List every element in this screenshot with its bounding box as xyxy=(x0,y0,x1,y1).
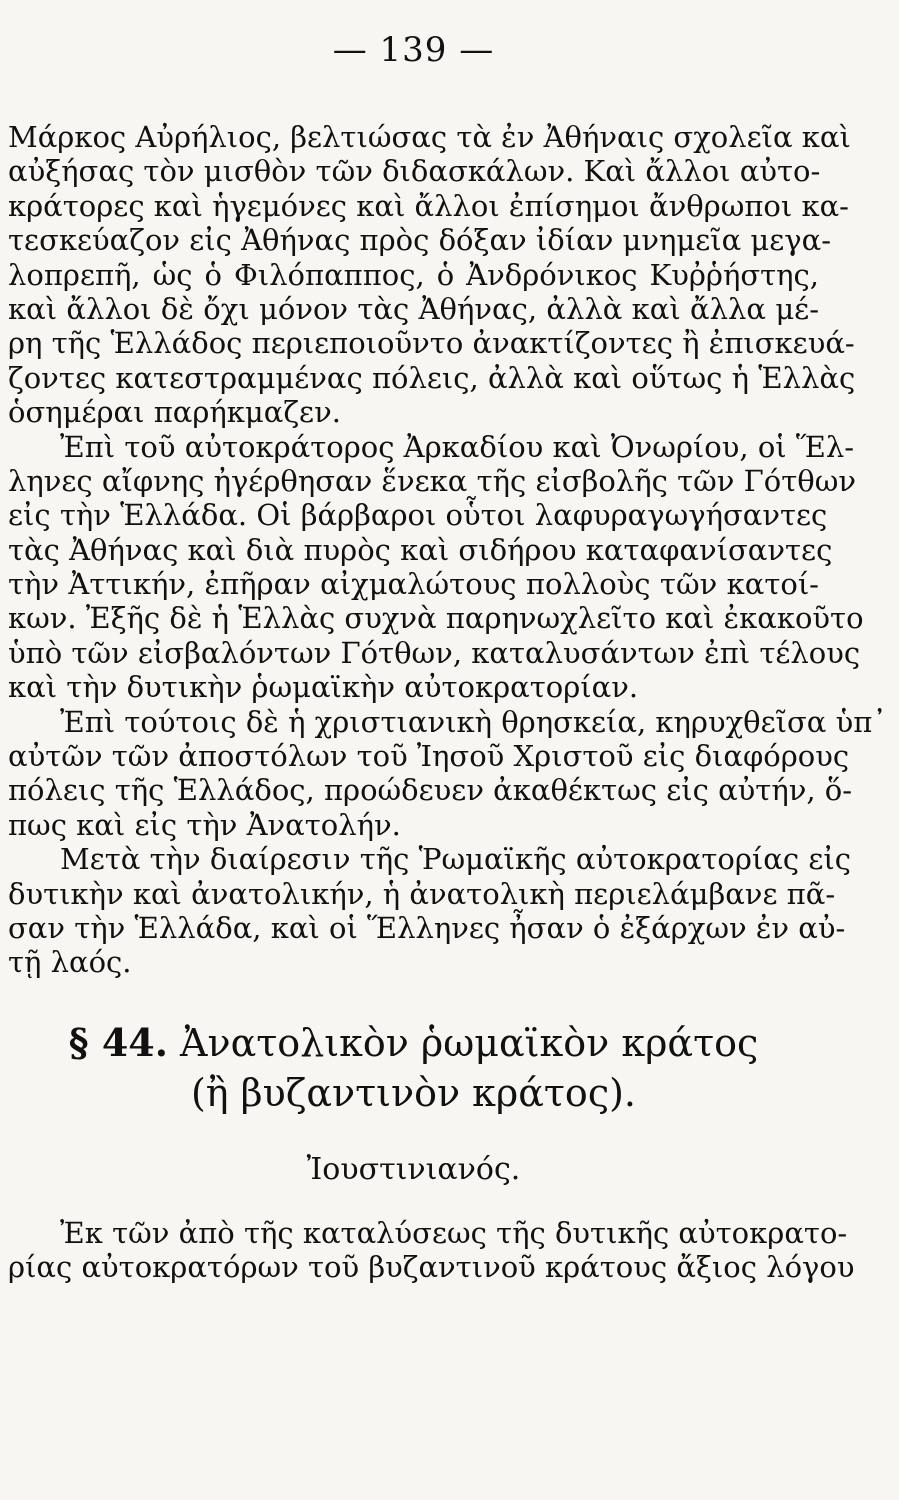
paragraph-marcus-aurelius xyxy=(8,120,856,430)
body-text xyxy=(8,120,887,980)
text-line: Ἐπὶ τοῦ αὐτοκράτορος Ἀρκαδίου καὶ Ὀνωρίου, οἱ Ἕλ- xyxy=(60,429,855,464)
page-number: — 139 — xyxy=(332,30,495,70)
text-line: Ἐπὶ τούτοις δὲ ἡ χριστιανικὴ θρησκεία, κηρυχθεῖσα ὑπ᾽ xyxy=(60,704,887,739)
text-line: ρη τῆς Ἑλλάδος περιεποιοῦντο ἀνακτίζοντες ἢ ἐπισκευά- xyxy=(8,326,855,361)
section-heading xyxy=(8,1018,819,1118)
section-title: Ἀνατολικὸν ῥωμαϊκὸν κράτος xyxy=(180,1020,759,1065)
text-line: ὁσημέραι παρήκμαζεν. xyxy=(8,395,341,430)
text-line: ὑπὸ τῶν εἰσβαλόντων Γότθων, καταλυσάντων ἐπὶ τέλους xyxy=(8,635,861,670)
text-line: κράτορες καὶ ἡγεμόνες καὶ ἄλλοι ἐπίσημοι ἄνθρωποι κα- xyxy=(8,188,849,223)
text-line: Ἐκ τῶν ἀπὸ τῆς καταλύσεως τῆς δυτικῆς αὐτοκρατο- xyxy=(60,1215,848,1250)
text-line: Μετὰ τὴν διαίρεσιν τῆς Ῥωμαϊκῆς αὐτοκρατορίας εἰς xyxy=(60,842,851,877)
text-line: αὐτῶν τῶν ἀποστόλων τοῦ Ἰησοῦ Χριστοῦ εἰς διαφόρους xyxy=(8,739,850,774)
text-line: κων. Ἐξῆς δὲ ἡ Ἑλλὰς συχνὰ παρηνωχλεῖτο καὶ ἐκακοῦτο xyxy=(8,601,864,636)
paragraph-goths xyxy=(8,429,864,705)
text-line: πως καὶ εἰς τὴν Ἀνατολήν. xyxy=(8,807,401,842)
text-line: σαν τὴν Ἑλλάδα, καὶ οἱ Ἕλληνες ἦσαν ὁ ἐξάρχων ἐν αὐ- xyxy=(8,910,846,945)
text-line: τῇ λαός. xyxy=(8,945,132,980)
text-line: Μάρκος Αὐρήλιος, βελτιώσας τὰ ἐν Ἀθήναις σχολεῖα καὶ xyxy=(8,120,851,154)
text-line: τὰς Ἀθήνας καὶ διὰ πυρὸς καὶ σιδήρου καταφανίσαντες xyxy=(8,532,833,567)
text-line: λοπρεπῆ, ὡς ὁ Φιλόπαππος, ὁ Ἀνδρόνικος Κυῤῥήστης, xyxy=(8,257,819,292)
text-line: δυτικὴν καὶ ἀνατολικήν, ἡ ἀνατολικὴ περιελάμβανε πᾶ- xyxy=(8,876,836,911)
paragraph-closing xyxy=(8,1215,855,1285)
text-line: πόλεις τῆς Ἑλλάδος, προώδευεν ἀκαθέκτως εἰς αὐτήν, ὅ- xyxy=(8,773,853,808)
paragraph-division xyxy=(8,842,851,980)
text-line: ρίας αὐτοκρατόρων τοῦ βυζαντινοῦ κράτους ἄξιος λόγου xyxy=(8,1250,855,1285)
text-line: αὐξήσας τὸν μισθὸν τῶν διδασκάλων. Καὶ ἄλλοι αὐτο- xyxy=(8,154,821,189)
paragraph-christianity xyxy=(8,704,887,843)
text-line: καὶ τὴν δυτικὴν ῥωμαϊκὴν αὐτοκρατορίαν. xyxy=(8,670,639,705)
text-line: τὴν Ἀττικήν, ἐπῆραν αἰχμαλώτους πολλοὺς τῶν κατοί- xyxy=(8,567,819,602)
subheading-justinian: Ἰουστινιανός. xyxy=(306,1151,521,1187)
text-line: ληνες αἴφνης ἠγέρθησαν ἕνεκα τῆς εἰσβολῆς τῶν Γότθων xyxy=(8,463,856,498)
text-line: καὶ ἄλλοι δὲ ὄχι μόνον τὰς Ἀθήνας, ἀλλὰ καὶ ἄλλα μέ- xyxy=(8,291,819,326)
text-line: ζοντες κατεστραμμένας πόλεις, ἀλλὰ καὶ οὕτως ἡ Ἑλλὰς xyxy=(8,360,856,395)
section-mark: § 44. xyxy=(68,1019,168,1065)
text-line: εἰς τὴν Ἑλλάδα. Οἱ βάρβαροι οὗτοι λαφυραγωγήσαντες xyxy=(8,498,828,533)
text-line: τεσκεύαζον εἰς Ἀθήνας πρὸς δόξαν ἰδίαν μνημεῖα μεγα- xyxy=(8,223,832,258)
section-subtitle: (ἢ βυζαντινὸν κράτος). xyxy=(190,1070,636,1115)
